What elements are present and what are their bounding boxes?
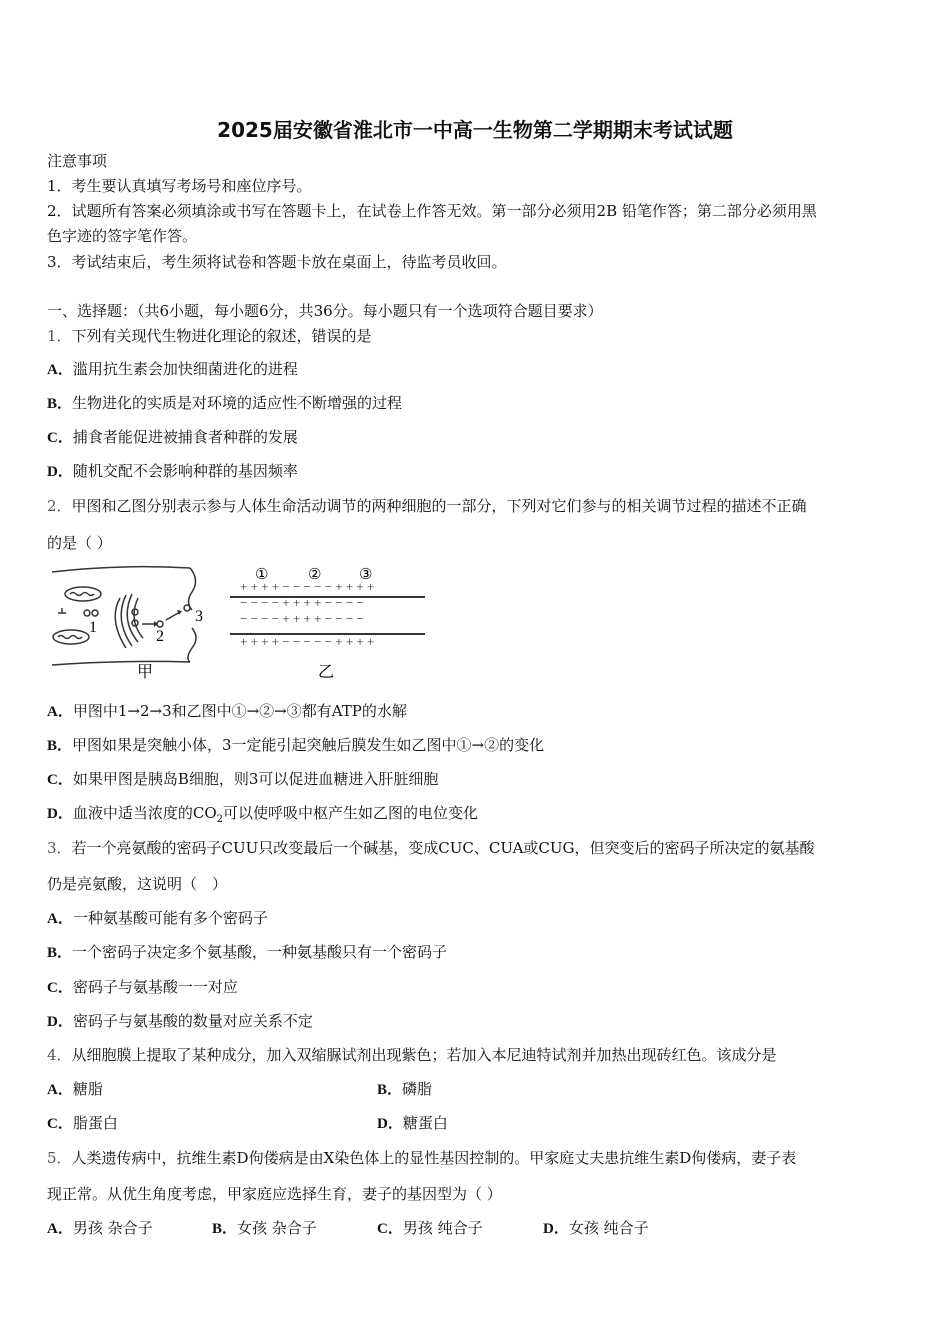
notice-item: 3．考试结束后，考生须将试卷和答题卡放在桌面上，待监考员收回。 bbox=[47, 253, 507, 271]
option-text: 可以使呼吸中枢产生如乙图的电位变化 bbox=[223, 804, 479, 822]
option-d bbox=[47, 1011, 313, 1032]
option-letter: D． bbox=[543, 1221, 569, 1237]
question-text: 下列有关现代生物进化理论的叙述，错误的是 bbox=[71, 327, 372, 345]
option-text: 血液中适当浓度的CO bbox=[72, 804, 217, 822]
option-b bbox=[47, 735, 544, 756]
notice-item: 1．考生要认真填写考场号和座位序号。 bbox=[47, 177, 312, 195]
subscript: 2 bbox=[216, 814, 223, 825]
option-a bbox=[47, 359, 298, 380]
option-letter: C． bbox=[47, 430, 73, 446]
option-text: 男孩 纯合子 bbox=[402, 1219, 483, 1237]
question-number: 4． bbox=[47, 1046, 72, 1064]
option-c bbox=[47, 427, 298, 448]
svg-text:− − − − + + + + − − − −: − − − − + + + + − − − − bbox=[240, 611, 364, 626]
option-d bbox=[377, 1113, 448, 1134]
question-number: 5． bbox=[47, 1149, 72, 1167]
question-number: 1． bbox=[47, 327, 72, 345]
option-b bbox=[47, 393, 402, 414]
option-letter: C． bbox=[377, 1221, 403, 1237]
option-text: 磷脂 bbox=[402, 1080, 433, 1098]
page-title: 2025届安徽省淮北市一中高一生物第二学期期末考试试题 bbox=[217, 118, 733, 142]
question-text-cont: 的是（ ） bbox=[47, 534, 112, 552]
notice-item: 色字迹的签字笔作答。 bbox=[47, 227, 198, 245]
figure-label-yi: 乙 bbox=[318, 664, 335, 681]
option-letter: D． bbox=[47, 806, 73, 822]
notice-item: 2．试题所有答案必须填涂或书写在答题卡上，在试卷上作答无效。第一部分必须用2B 铅笔作答；第二部分必须用黑 bbox=[47, 202, 817, 220]
label-circle-3: ③ bbox=[359, 567, 373, 583]
question-1 bbox=[47, 326, 372, 346]
question-3 bbox=[47, 838, 815, 858]
option-c bbox=[47, 1113, 118, 1134]
label-1: 1 bbox=[89, 619, 97, 636]
option-d bbox=[47, 803, 478, 830]
option-text: 糖蛋白 bbox=[402, 1114, 448, 1132]
question-number: 2． bbox=[47, 497, 72, 515]
svg-text:− − − − + + + + − − − −: − − − − + + + + − − − − bbox=[240, 595, 364, 610]
option-text: 如果甲图是胰岛B细胞，则3可以促进血糖进入肝脏细胞 bbox=[72, 770, 439, 788]
option-text: 捕食者能促进被捕食者种群的发展 bbox=[72, 428, 298, 446]
option-a bbox=[47, 908, 268, 929]
option-letter: A． bbox=[47, 1082, 73, 1098]
figure-cell-and-membrane bbox=[40, 560, 440, 685]
option-text: 一个密码子决定多个氨基酸，一种氨基酸只有一个密码子 bbox=[72, 943, 448, 961]
figure-label-jia: 甲 bbox=[137, 664, 154, 681]
option-letter: B． bbox=[47, 396, 73, 412]
section-heading: 一、选择题：（共6小题，每小题6分，共36分。每小题只有一个选项符合题目要求） bbox=[47, 302, 603, 320]
notice-heading: 注意事项 bbox=[47, 152, 108, 170]
option-text: 甲图如果是突触小体，3一定能引起突触后膜发生如乙图中①→②的变化 bbox=[72, 736, 545, 754]
option-letter: C． bbox=[47, 1116, 73, 1132]
option-c bbox=[47, 977, 238, 998]
question-2 bbox=[47, 496, 807, 516]
option-c bbox=[377, 1218, 483, 1239]
cell-diagram-jia bbox=[52, 567, 196, 665]
option-a bbox=[47, 1218, 153, 1239]
question-text: 若一个亮氨酸的密码子CUU只改变最后一个碱基，变成CUC、CUA或CUG，但突变后的密码子所决定的氨基酸 bbox=[71, 839, 815, 857]
question-4 bbox=[47, 1045, 777, 1065]
membrane-diagram-yi bbox=[230, 567, 425, 681]
svg-text:+ + + + − − − − − + + + +: + + + + − − − − − + + + + bbox=[240, 634, 375, 649]
option-text: 随机交配不会影响种群的基因频率 bbox=[72, 462, 298, 480]
option-letter: D． bbox=[47, 1014, 73, 1030]
option-text: 密码子与氨基酸一一对应 bbox=[72, 978, 238, 996]
option-text: 女孩 纯合子 bbox=[568, 1219, 649, 1237]
question-text: 从细胞膜上提取了某种成分，加入双缩脲试剂出现紫色；若加入本尼迪特试剂并加热出现砖红色。该成分是 bbox=[71, 1046, 777, 1064]
option-b bbox=[47, 942, 447, 963]
option-text: 女孩 杂合子 bbox=[237, 1219, 317, 1237]
option-letter: A． bbox=[47, 362, 73, 378]
option-letter: C． bbox=[47, 772, 73, 788]
option-letter: D． bbox=[377, 1116, 403, 1132]
question-text: 甲图和乙图分别表示参与人体生命活动调节的两种细胞的一部分，下列对它们参与的相关调节过程的描述不正确 bbox=[71, 497, 807, 515]
label-circle-2: ② bbox=[308, 567, 322, 583]
question-text-cont: 现正常。从优生角度考虑，甲家庭应选择生育，妻子的基因型为（ ） bbox=[47, 1185, 502, 1203]
option-letter: A． bbox=[47, 911, 73, 927]
option-text: 密码子与氨基酸的数量对应关系不定 bbox=[72, 1012, 313, 1030]
option-text: 糖脂 bbox=[72, 1080, 103, 1098]
option-letter: B． bbox=[377, 1082, 403, 1098]
option-text: 一种氨基酸可能有多个密码子 bbox=[72, 909, 268, 927]
question-number: 3． bbox=[47, 839, 72, 857]
option-text: 生物进化的实质是对环境的适应性不断增强的过程 bbox=[72, 394, 403, 412]
option-b bbox=[377, 1079, 432, 1100]
option-letter: B． bbox=[47, 738, 73, 754]
option-text: 甲图中1→2→3和乙图中①→②→③都有ATP的水解 bbox=[72, 702, 407, 720]
option-letter: A． bbox=[47, 1221, 73, 1237]
option-text: 男孩 杂合子 bbox=[72, 1219, 153, 1237]
option-text: 脂蛋白 bbox=[72, 1114, 118, 1132]
question-5 bbox=[47, 1148, 796, 1168]
option-letter: A． bbox=[47, 704, 73, 720]
option-d bbox=[47, 461, 298, 482]
label-circle-1: ① bbox=[255, 567, 269, 583]
option-letter: B． bbox=[212, 1221, 238, 1237]
question-text-cont: 仍是亮氨酸，这说明（ ） bbox=[47, 875, 228, 893]
option-b bbox=[212, 1218, 317, 1239]
option-letter: D． bbox=[47, 464, 73, 480]
option-c bbox=[47, 769, 438, 790]
question-text: 人类遗传病中，抗维生素D佝偻病是由X染色体上的显性基因控制的。甲家庭丈夫患抗维生素D佝偻病，妻子表 bbox=[71, 1149, 797, 1167]
option-text: 滥用抗生素会加快细菌进化的进程 bbox=[72, 360, 298, 378]
option-letter: C． bbox=[47, 980, 73, 996]
label-2: 2 bbox=[156, 628, 164, 645]
option-letter: B． bbox=[47, 945, 73, 961]
svg-text:+ + + + − − − − − + + + +: + + + + − − − − − + + + + bbox=[240, 579, 375, 594]
label-3: 3 bbox=[195, 608, 203, 625]
option-d bbox=[543, 1218, 649, 1239]
option-a bbox=[47, 701, 407, 722]
option-a bbox=[47, 1079, 103, 1100]
